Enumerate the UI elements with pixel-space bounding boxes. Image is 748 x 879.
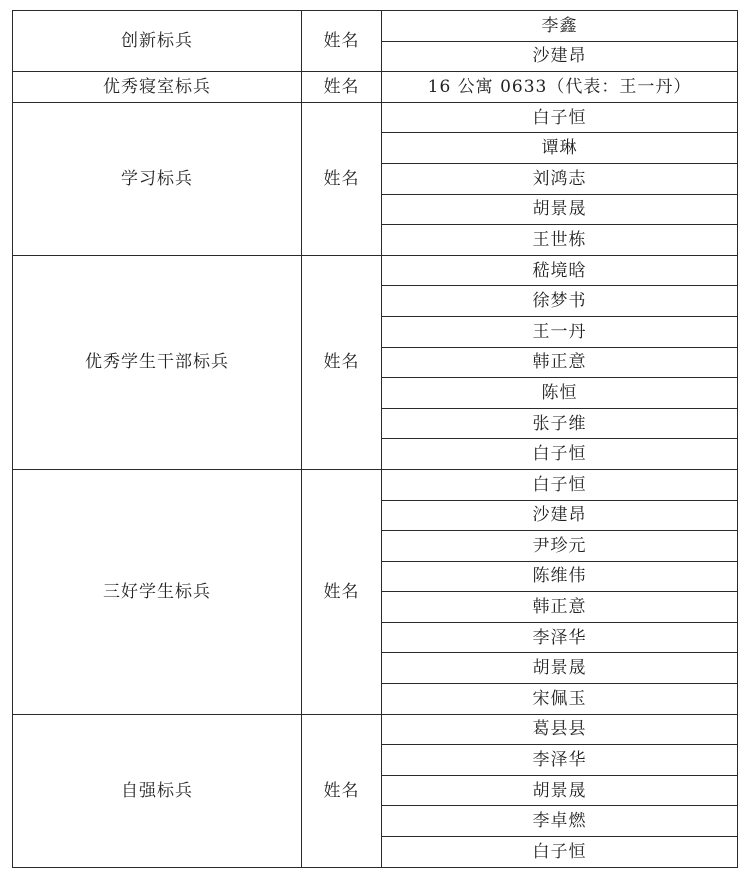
awardee-name: 宋佩玉: [382, 684, 738, 715]
awardee-name: 白子恒: [382, 469, 738, 500]
awardee-name: 16 公寓 0633（代表：王一丹）: [382, 72, 738, 103]
name-column-label: 姓名: [302, 72, 382, 103]
name-column-label: 姓名: [302, 102, 382, 255]
award-category: 自强标兵: [13, 714, 302, 867]
awardee-name: 白子恒: [382, 439, 738, 470]
awardee-name: 李泽华: [382, 745, 738, 776]
awardee-name: 刘鸿志: [382, 163, 738, 194]
awardee-name: 尹珍元: [382, 531, 738, 562]
awardee-name: 白子恒: [382, 837, 738, 868]
awardee-name: 王世栋: [382, 225, 738, 256]
award-table: [12, 10, 738, 868]
awardee-name: 胡景晟: [382, 775, 738, 806]
award-category: 创新标兵: [13, 11, 302, 72]
awardee-name: 葛县县: [382, 714, 738, 745]
awardee-name: 沙建昂: [382, 500, 738, 531]
award-category: 学习标兵: [13, 102, 302, 255]
name-column-label: 姓名: [302, 469, 382, 714]
awardee-name: 胡景晟: [382, 653, 738, 684]
awardee-name: 李泽华: [382, 622, 738, 653]
table-row: [13, 72, 738, 103]
awardee-name: 陈恒: [382, 378, 738, 409]
award-category: 优秀学生干部标兵: [13, 255, 302, 469]
awardee-name: 韩正意: [382, 347, 738, 378]
name-column-label: 姓名: [302, 255, 382, 469]
award-category: 优秀寝室标兵: [13, 72, 302, 103]
award-table-body: [13, 11, 738, 868]
table-row: [13, 11, 738, 42]
awardee-name: 王一丹: [382, 316, 738, 347]
table-row: [13, 714, 738, 745]
name-column-label: 姓名: [302, 714, 382, 867]
table-row: [13, 102, 738, 133]
table-row: [13, 255, 738, 286]
awardee-name: 徐梦书: [382, 286, 738, 317]
awardee-name: 李鑫: [382, 11, 738, 42]
table-row: [13, 469, 738, 500]
awardee-name: 沙建昂: [382, 41, 738, 72]
awardee-name: 白子恒: [382, 102, 738, 133]
awardee-name: 李卓燃: [382, 806, 738, 837]
award-category: 三好学生标兵: [13, 469, 302, 714]
awardee-name: 韩正意: [382, 592, 738, 623]
awardee-name: 陈维伟: [382, 561, 738, 592]
awardee-name: 胡景晟: [382, 194, 738, 225]
awardee-name: 嵇境晗: [382, 255, 738, 286]
awardee-name: 谭琳: [382, 133, 738, 164]
name-column-label: 姓名: [302, 11, 382, 72]
awardee-name: 张子维: [382, 408, 738, 439]
